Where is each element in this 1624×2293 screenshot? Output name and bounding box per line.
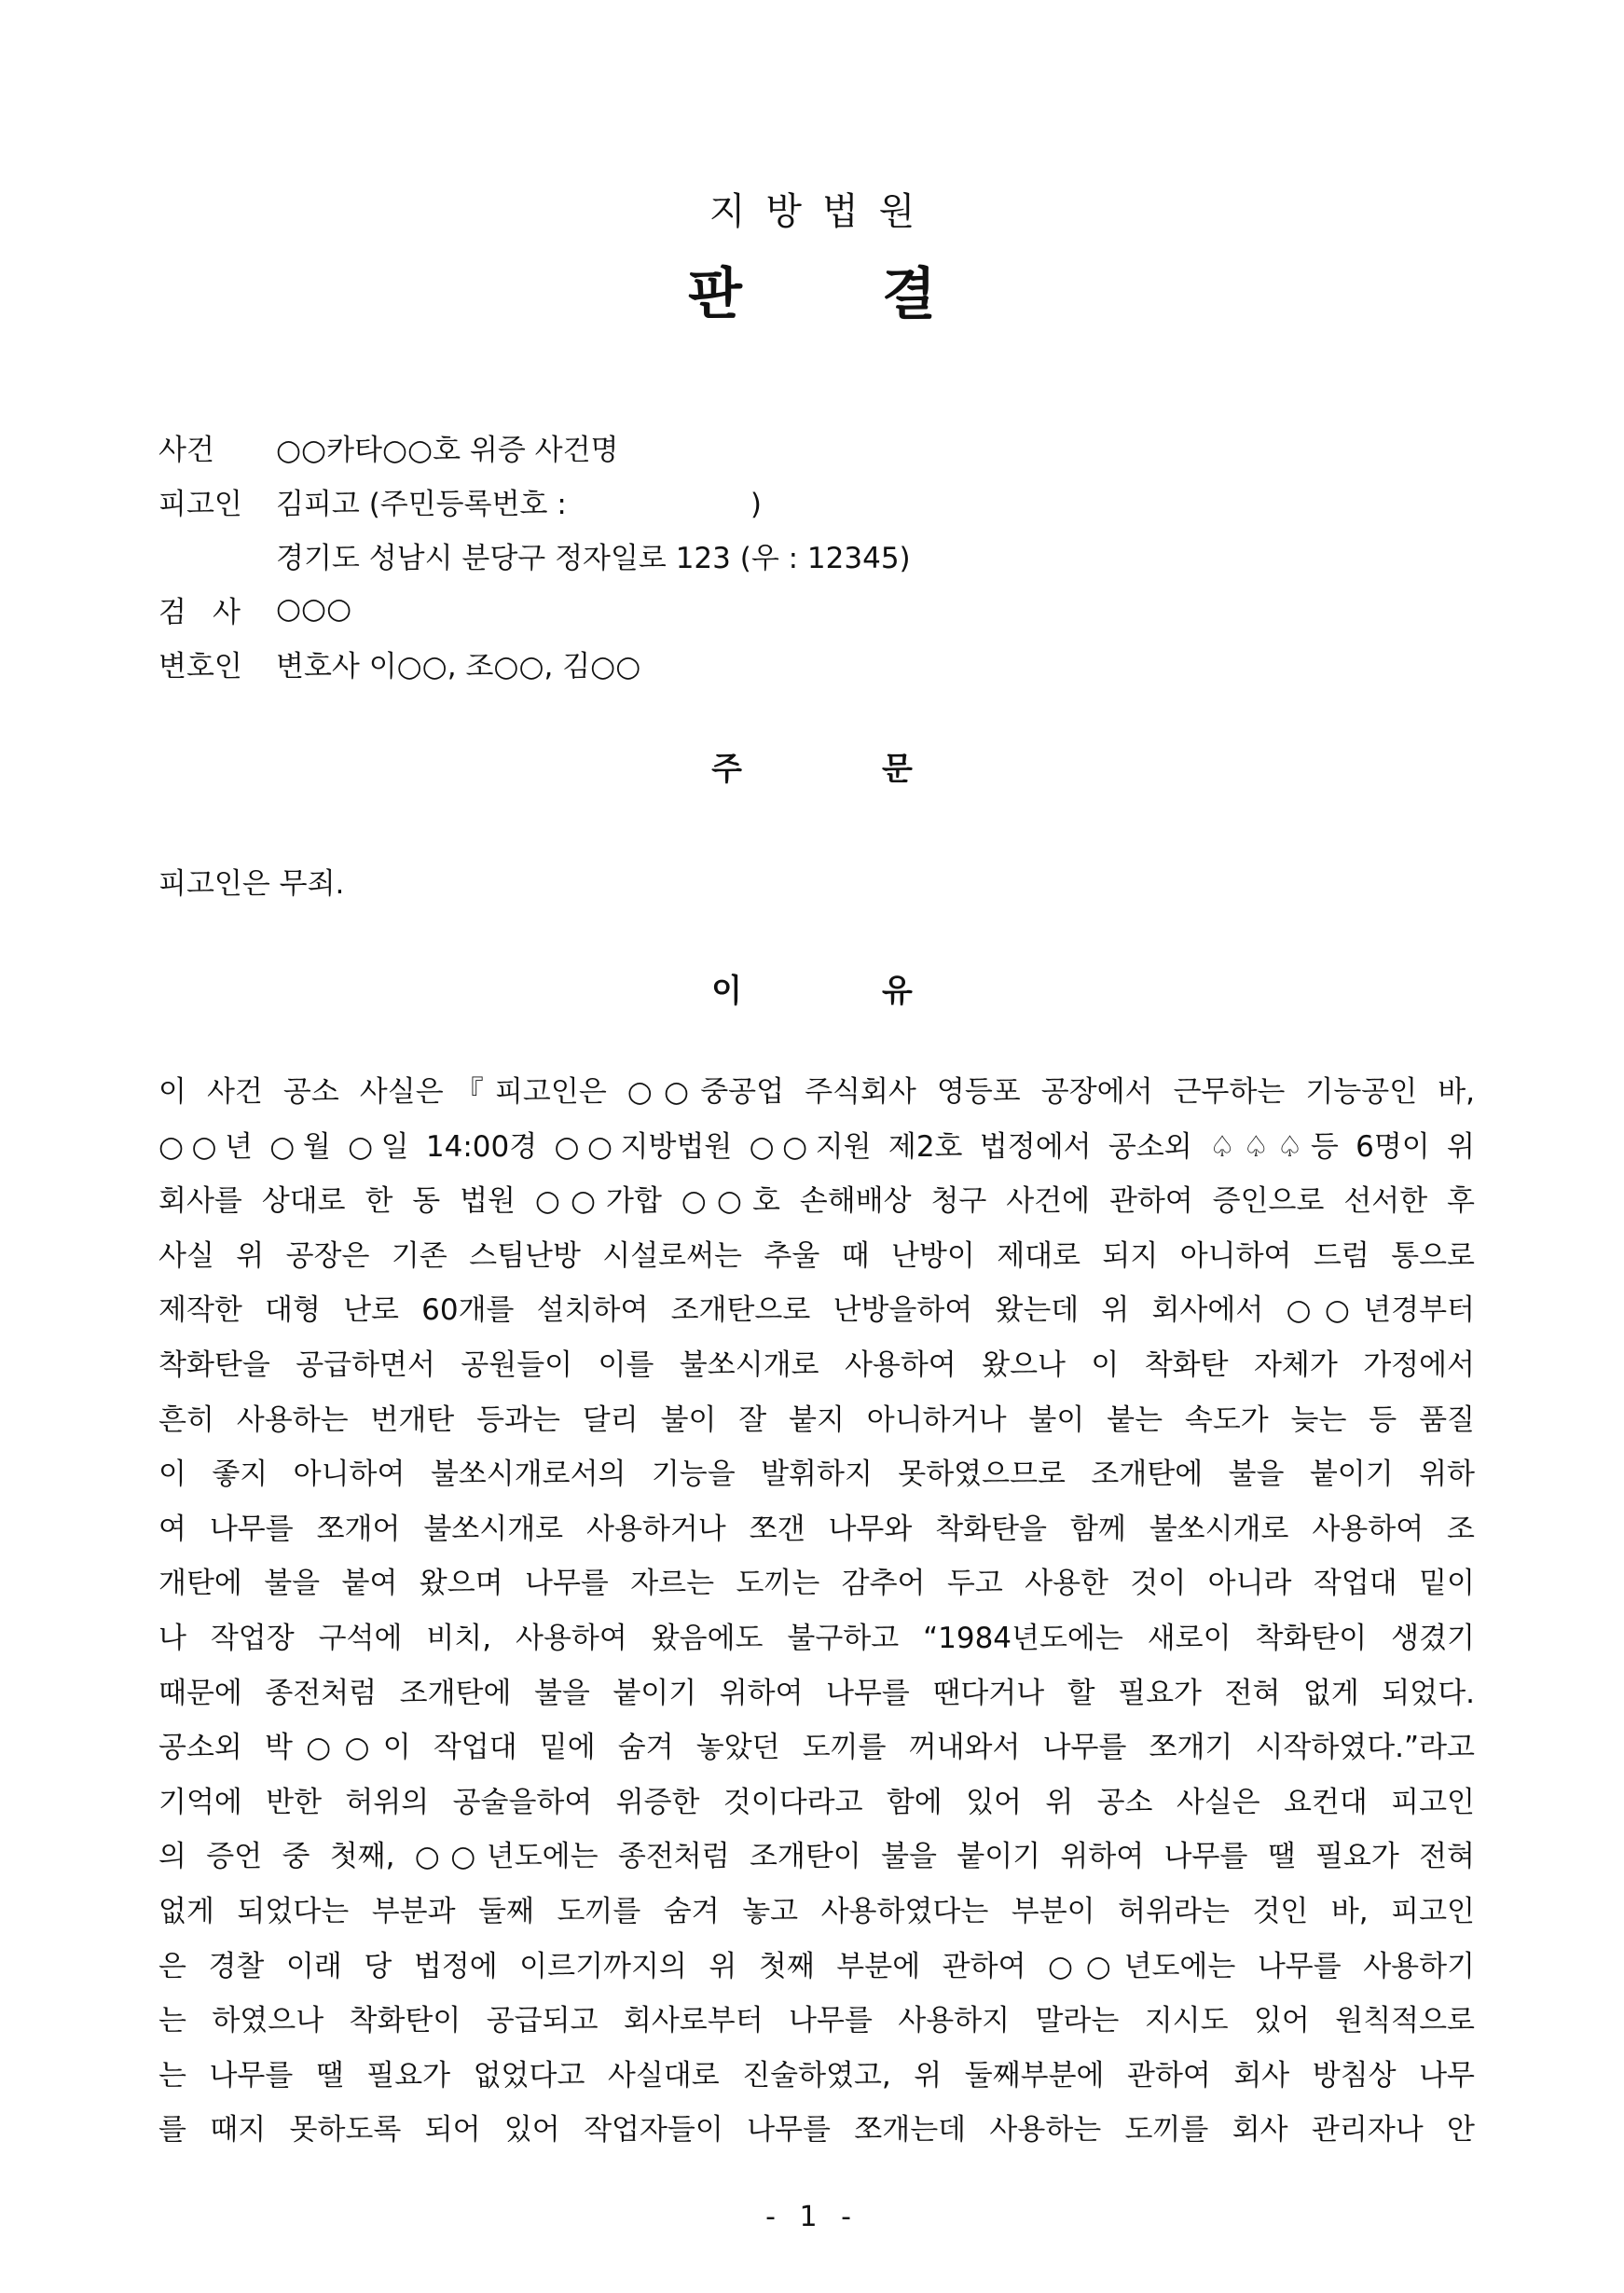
reasons-line: 착화탄을 공급하면서 공원들이 이를 불쏘시개로 사용하여 왔으나 이 착화탄 자체가 가정에서	[158, 1347, 1475, 1382]
case-label: 사건	[158, 433, 214, 467]
document-title: 판결	[688, 262, 1076, 327]
reasons-line: ○○년 ○월 ○일 14:00경 ○○지방법원 ○○지원 제2호 법정에서 공소외 ♤♤♤등 6명이 위	[158, 1129, 1475, 1164]
prosecutor-label: 검사	[158, 595, 267, 629]
prosecutor-row	[158, 582, 911, 636]
prosecutor-value: ○○○	[276, 592, 352, 626]
case-info	[158, 420, 911, 690]
reasons-heading: 이유	[711, 973, 1053, 1010]
defendant-address: 경기도 성남시 분당구 정자일로 123 (우 : 12345)	[276, 541, 911, 575]
address-row	[158, 528, 911, 582]
reasons-line: 이 사건 공소 사실은『피고인은 ○○중공업 주식회사 영등포 공장에서 근무하는 기능공인 바,	[158, 1075, 1475, 1109]
reasons-line: 기억에 반한 허위의 공술을하여 위증한 것이다라고 함에 있어 위 공소 사실은 요컨대 피고인	[158, 1785, 1475, 1819]
reasons-body	[158, 1065, 1475, 2158]
reasons-line: 사실 위 공장은 기존 스팀난방 시설로써는 추울 때 난방이 제대로 되지 아니하여 드럼 통으로	[158, 1238, 1475, 1273]
reasons-line: 를 때지 못하도록 되어 있어 작업자들이 나무를 쪼개는데 사용하는 도끼를 회사 관리자나 안	[158, 2113, 1475, 2148]
reasons-line: 나 작업장 구석에 비치, 사용하여 왔음에도 불구하고 “1984년도에는 새로이 착화탄이 생겼기	[158, 1621, 1475, 1655]
counsel-label: 변호인	[158, 649, 242, 684]
reasons-line: 공소외 박○○이 작업대 밑에 숨겨 놓았던 도끼를 꺼내와서 나무를 쪼개기 시작하였다.”라고	[158, 1731, 1475, 1765]
reasons-line: 제작한 대형 난로 60개를 설치하여 조개탄으로 난방을하여 왔는데 위 회사에서 ○○년경부터	[158, 1293, 1475, 1328]
reasons-line: 흔히 사용하는 번개탄 등과는 달리 불이 잘 붙지 아니하거나 불이 붙는 속도가 늦는 등 품질	[158, 1402, 1475, 1437]
reasons-line: 없게 되었다는 부분과 둘째 도끼를 숨겨 놓고 사용하였다는 부분이 허위라는 것인 바, 피고인	[158, 1894, 1475, 1928]
defendant-row	[158, 474, 911, 528]
reasons-line: 는 하였으나 착화탄이 공급되고 회사로부터 나무를 사용하지 말라는 지시도 있어 원칙적으로	[158, 2004, 1475, 2038]
reasons-line: 때문에 종전처럼 조개탄에 불을 붙이기 위하여 나무를 땐다거나 할 필요가 전혀 없게 되었다.	[158, 1676, 1475, 1710]
disposition-heading: 주문	[711, 751, 1053, 788]
reasons-line: 여 나무를 쪼개어 불쏘시개로 사용하거나 쪼갠 나무와 착화탄을 함께 불쏘시개로 사용하여 조	[158, 1512, 1475, 1546]
counsel-value: 변호사 이○○, 조○○, 김○○	[276, 649, 641, 684]
reasons-line: 회사를 상대로 한 동 법원 ○○가합 ○○호 손해배상 청구 사건에 관하여 증인으로 선서한 후	[158, 1184, 1475, 1219]
defendant-label: 피고인	[158, 487, 242, 521]
case-value: ○○카타○○호 위증 사건명	[276, 433, 619, 467]
disposition-text: 피고인은 무죄.	[158, 867, 345, 901]
page-number: - 1 -	[765, 2201, 859, 2233]
reasons-line: 이 좋지 아니하여 불쏘시개로서의 기능을 발휘하지 못하였으므로 조개탄에 불을 붙이기 위하	[158, 1457, 1475, 1492]
counsel-row	[158, 636, 911, 690]
reasons-line: 의 증언 중 첫째, ○○년도에는 종전처럼 조개탄이 불을 붙이기 위하여 나무를 땔 필요가 전혀	[158, 1840, 1475, 1874]
reasons-line: 은 경찰 이래 당 법정에 이르기까지의 위 첫째 부분에 관하여 ○○년도에는 나무를 사용하기	[158, 1949, 1475, 1983]
defendant-value: 김피고 (주민등록번호 : )	[276, 487, 762, 521]
case-row	[158, 420, 911, 474]
court-name: 지방법원	[709, 190, 936, 233]
reasons-line: 는 나무를 땔 필요가 없었다고 사실대로 진술하였고, 위 둘째부분에 관하여 회사 방침상 나무	[158, 2058, 1475, 2093]
reasons-line: 개탄에 불을 붙여 왔으며 나무를 자르는 도끼는 감추어 두고 사용한 것이 아니라 작업대 밑이	[158, 1567, 1475, 1601]
